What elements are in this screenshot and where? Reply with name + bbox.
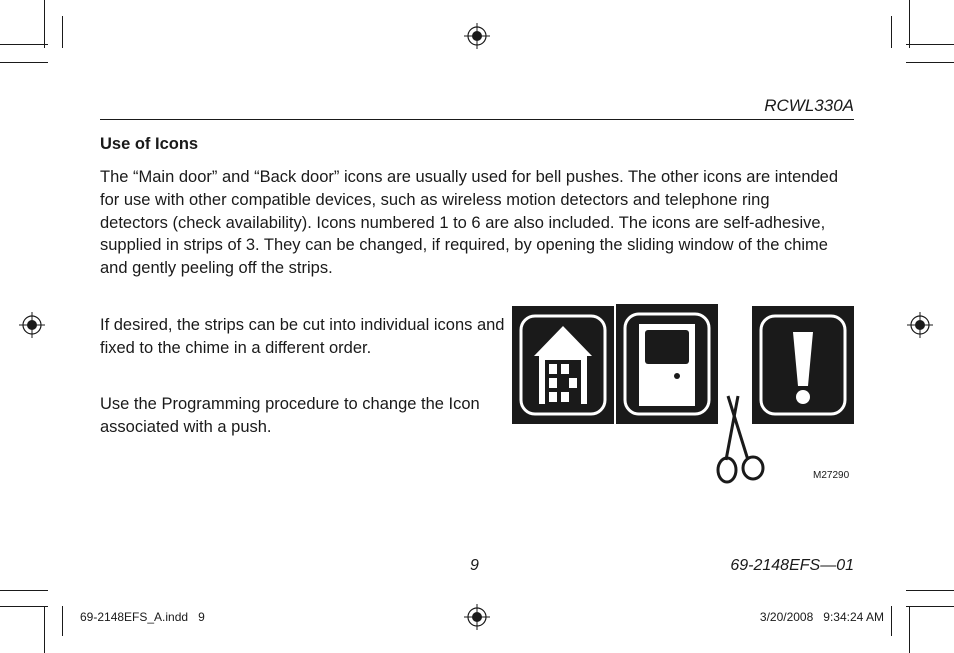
crop-mark [909,606,910,653]
crop-mark [0,606,48,607]
crop-mark [0,62,48,63]
paragraph: If desired, the strips can be cut into individual icons and fixed to the chime in a different order. [100,316,505,357]
crop-mark [909,0,910,48]
registration-mark-icon [19,312,45,338]
figure-code: M27290 [813,470,850,481]
slug-timestamp: 3/20/2008 9:34:24 AM [759,610,884,624]
section-title: Use of Icons [100,135,199,153]
door-icon [616,304,718,424]
crop-mark [62,606,63,636]
paragraph: Use the Programming procedure to change the Icon associated with a push. [100,395,480,436]
header-rule [100,119,854,120]
paragraph: The “Main door” and “Back door” icons are usually used for bell pushes. The other icons are intended for use with other compatible devices, such as wireless motion detectors and telephone ring detectors (check availability). Icons numbered 1 to 6 are also included. The icons are self-adhesive, supplied in strips of 3. They can be changed, if required, by opening the sliding window of the chime and gently peeling off the strips. [100,168,839,278]
crop-mark [891,606,892,636]
model-number: RCWL330A [764,96,854,115]
page-number: 9 [470,557,479,574]
registration-mark-icon [907,312,933,338]
slug-filename: 69-2148EFS_A.indd 9 [80,610,205,624]
exclamation-icon [752,306,854,424]
crop-mark [62,16,63,48]
icon-strip-figure [512,304,854,484]
crop-mark [44,0,45,48]
crop-mark [906,44,954,45]
document-number: 69-2148EFS—01 [730,557,854,574]
registration-mark-icon [464,604,490,630]
crop-mark [906,606,954,607]
house-icon [512,306,614,424]
crop-mark [0,590,48,591]
crop-mark [44,606,45,653]
registration-mark-icon [464,23,490,49]
crop-mark [906,590,954,591]
crop-mark [0,44,48,45]
crop-mark [891,16,892,48]
crop-mark [906,62,954,63]
